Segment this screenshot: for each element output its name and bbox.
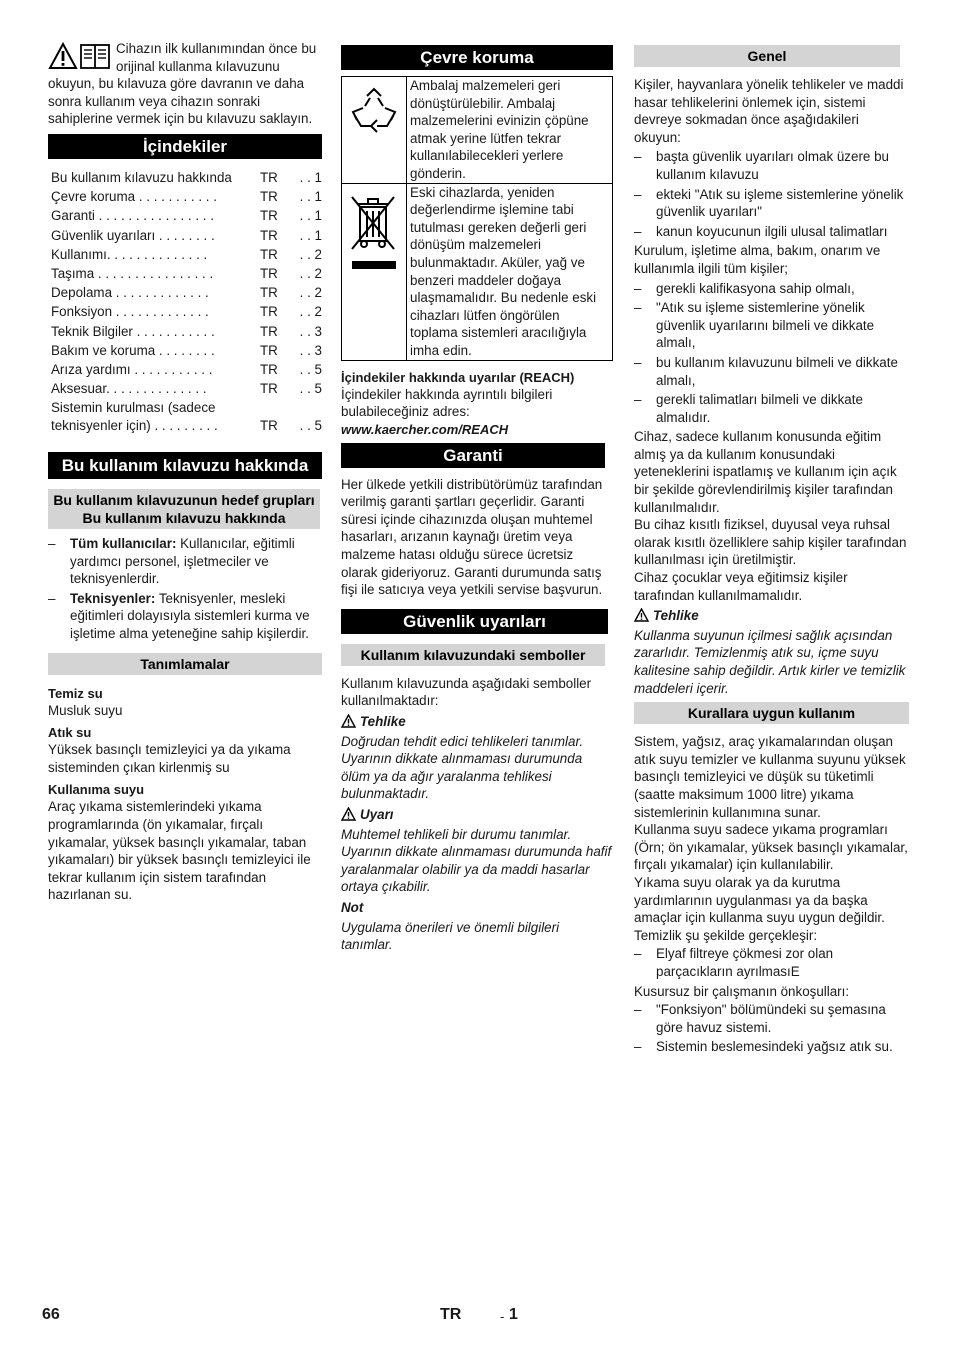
environment-row-recycle xyxy=(342,77,613,184)
read-item: – başta güvenlik uyarıları olmak üzere bu kullanım kılavuzu xyxy=(634,148,909,183)
person-requirement-item: – bu kullanım kılavuzunu bilmeli ve dikkate almalı, xyxy=(634,354,909,389)
definition-term: Atık su xyxy=(48,725,92,741)
toc-page: . . 5 xyxy=(299,381,322,397)
toc-lang: TR xyxy=(260,417,278,433)
toc-page: . . 1 xyxy=(299,189,322,205)
environment-table xyxy=(341,76,613,361)
toc-lang: TR xyxy=(260,227,278,243)
prerequisite-item: – Sistemin beslemesindeki yağsız atık su. xyxy=(634,1038,909,1056)
toc-label[interactable]: Güvenlik uyarıları . . . . . . . . xyxy=(51,227,215,243)
general-title: Genel xyxy=(634,45,900,67)
recycle-icon xyxy=(347,84,401,138)
prerequisite-item: – "Fonksiyon" bölümündeki su şemasına göre havuz sistemi. xyxy=(634,1001,909,1036)
toc-page: . . 2 xyxy=(299,304,322,320)
reach-text: İçindekiler hakkında ayrıntılı bilgileri bulabileceğiniz adres: xyxy=(341,386,553,420)
toc-row[interactable] xyxy=(48,303,322,322)
person-requirement-item: – gerekli talimatları bilmeli ve dikkate almalıdır. xyxy=(634,391,909,426)
general-para-3: Cihaz çocuklar veya eğitimsiz kişiler tarafından kullanılmamalıdır. xyxy=(634,570,848,603)
toc-page: . . 3 xyxy=(299,342,322,358)
toc-row[interactable] xyxy=(48,227,322,246)
environment-row-disposal xyxy=(342,183,613,360)
warranty-text: Her ülkede yetkili distribütörümüz tarafından verilmiş garanti şartları geçerlidir. Garanti süresi içinde cihazınızda oluşan muhtemel hasarları, arızanın kaynağı üretim veya malzeme hatası olduğu sürece ücretsiz olarak gideriyoruz. Garanti durumunda satış fişi ile satıcıya veya yetkili servise başvurun. xyxy=(341,476,603,598)
target-group-desc: Kullanıcılar, eğitimli yardımcı personel, işletmeciler ve teknisyenlerdir. xyxy=(70,536,295,587)
toc-label[interactable]: Teknik Bilgiler . . . . . . . . . . . xyxy=(51,323,215,339)
cleaning-item: – Elyaf filtreye çökmesi zor olan parçacıkların ayrılmasıE xyxy=(634,945,909,980)
environment-title: Çevre koruma xyxy=(341,45,613,70)
toc-row[interactable] xyxy=(48,188,322,207)
prerequisites-list xyxy=(634,1001,909,1056)
general-para-2: Bu cihaz kısıtlı fiziksel, duyusal veya ruhsal olarak kısıtlı özelliklere sahip kişiler tarafından kullanılması için üretilmiştir. xyxy=(634,517,907,568)
danger-label: Tehlike xyxy=(341,713,613,731)
definition-term: Temiz su xyxy=(48,685,103,701)
toc-title: İçindekiler xyxy=(48,134,322,159)
read-item: – ekteki "Atık su işleme sistemlerine yönelik güvenlik uyarıları" xyxy=(634,186,909,221)
target-groups-title: Bu kullanım kılavuzunun hedef grupları xyxy=(53,492,315,509)
warning-triangle-icon xyxy=(341,807,356,821)
reach-title: İçindekiler hakkında uyarılar (REACH) xyxy=(341,369,575,385)
toc-label[interactable]: Bakım ve koruma . . . . . . . . xyxy=(51,342,215,358)
footer-section-page: 1 xyxy=(509,1306,518,1323)
general-intro: Kişiler, hayvanlara yönelik tehlikeler ve maddi hasar tehlikelerini önlemek için, sistemi devreye sokmadan önce aşağıdakileri okuyun: xyxy=(634,77,904,145)
toc-row[interactable] xyxy=(48,169,322,188)
note-text: Uygulama önerileri ve önemli bilgileri tanımlar. xyxy=(341,919,560,953)
toc-label[interactable]: Fonksiyon . . . . . . . . . . . . . xyxy=(51,304,209,320)
toc-page: . . 5 xyxy=(299,417,322,433)
page-number: 66 xyxy=(42,1306,60,1323)
crossed-bin-icon xyxy=(348,191,400,275)
general-danger-label: Tehlike xyxy=(634,607,909,625)
toc-page: . . 1 xyxy=(299,169,322,185)
warning-label: Uyarı xyxy=(341,806,613,824)
target-groups-heading xyxy=(48,489,320,529)
toc-page: . . 5 xyxy=(299,362,322,377)
safety-title: Güvenlik uyarıları xyxy=(341,609,608,634)
environment-text-recycle: Ambalaj malzemeleri geri dönüştürülebilir. Ambalaj malzemelerini evinizin çöpüne atmak yerine lütfen tekrar kullanılabilecekleri yerlere gönderin. xyxy=(407,77,613,184)
target-group-desc: Teknisyenler, mesleki eğitimleri dolayısıyla sistemleri kurma ve işletime alma yeteneğine sahip kişilerdir. xyxy=(70,590,310,641)
warranty-title: Garanti xyxy=(341,443,605,468)
toc-row[interactable] xyxy=(48,207,322,226)
toc-label[interactable]: Aksesuar. . . . . . . . . . . . . . xyxy=(51,381,207,397)
toc-lang: TR xyxy=(260,169,278,185)
toc-page: . . 2 xyxy=(299,285,322,301)
cleaning-intro: Temizlik şu şekilde gerçekleşir: xyxy=(634,927,818,943)
target-groups-subtitle: Bu kullanım kılavuzu hakkında xyxy=(82,510,286,527)
toc-page: . . 3 xyxy=(299,323,322,339)
toc-lang: TR xyxy=(260,189,278,205)
toc-lang: TR xyxy=(260,342,278,358)
intro-text: Cihazın ilk kullanımından önce bu orijinal kullanma kılavuzunu okuyun, bu kılavuza göre davranın ve daha sonra kullanım veya cihazın sonraki sahiplerine vermek için bu kılavuzu saklayın. xyxy=(48,41,317,127)
toc-label[interactable]: Depolama . . . . . . . . . . . . . xyxy=(51,285,209,301)
toc-label[interactable]: Sistemin kurulması (sadece teknisyenler için) . . . . . . . . . xyxy=(51,400,218,433)
general-para-1: Cihaz, sadece kullanım konusunda eğitim almış ya da kullanım konusundaki yeteneklerini ispatlamış ve kullanım için açık bir şekilde görevlendirilmiş kişiler tarafından kullanılmalıdır. xyxy=(634,429,897,515)
toc-page: . . 2 xyxy=(299,246,322,262)
definition-desc: Yüksek basınçlı temizleyici ya da yıkama sisteminden çıkan kirlenmiş su xyxy=(48,742,291,775)
column-left xyxy=(48,40,322,904)
target-groups-list xyxy=(48,535,322,643)
toc-lang: TR xyxy=(260,323,278,339)
toc-lang: TR xyxy=(260,362,278,377)
symbols-title: Kullanım kılavuzundaki semboller xyxy=(341,644,605,666)
intro-block xyxy=(48,40,322,128)
person-requirement-item: – gerekli kalifikasyona sahip olmalı, xyxy=(634,280,909,298)
persons-intro: Kurulum, işletime alma, bakım, onarım ve kullanımla ilgili tüm kişiler; xyxy=(634,243,881,276)
toc-label[interactable]: Garanti . . . . . . . . . . . . . . . . xyxy=(51,208,214,224)
toc-lang: TR xyxy=(260,381,278,397)
target-group-item xyxy=(48,590,322,643)
symbols-intro: Kullanım kılavuzunda aşağıdaki semboller kullanılmaktadır: xyxy=(341,675,592,709)
column-right xyxy=(634,40,909,1056)
toc-page: . . 2 xyxy=(299,265,322,281)
toc-row[interactable] xyxy=(48,265,322,284)
target-group-item xyxy=(48,535,322,588)
general-read-list xyxy=(634,148,909,240)
warning-text: Muhtemel tehlikeli bir durumu tanımlar. Uyarının dikkate alınmaması durumunda hafif yaralanmalar olabilir ya da maddi hasarlar ortaya çıkabilir. xyxy=(341,826,612,895)
note-label: Not xyxy=(341,899,364,915)
warning-triangle-icon xyxy=(341,714,356,728)
toc-page: . . 1 xyxy=(299,208,322,224)
toc-row[interactable] xyxy=(48,323,322,342)
toc-row[interactable] xyxy=(48,380,322,399)
intended-use-para-2: Kullanma suyu sadece yıkama programları (Örn; ön yıkamalar, yüksek basınçlı yıkamalar, fırçalı yıkamalar) için kullanılabilir. xyxy=(634,822,908,873)
intended-use-para-1: Sistem, yağsız, araç yıkamalarından oluşan atık suyu temizler ve kullanma suyunu yüksek basınçlı temizleyici ve düşük su tüketimli (saatte maksimum 1000 litre) yıkama sistemlerinin kullanımına sunar. xyxy=(634,734,906,820)
read-item: – kanun koyucunun ilgili ulusal talimatları xyxy=(634,223,909,241)
toc-label[interactable]: Taşıma . . . . . . . . . . . . . . . . xyxy=(51,265,214,281)
toc-label[interactable]: Arıza yardımı . . . . . . . . . . . xyxy=(51,362,213,377)
definition-desc: Musluk suyu xyxy=(48,702,123,718)
persons-list xyxy=(634,280,909,427)
open-book-icon xyxy=(80,42,110,70)
warning-triangle-icon xyxy=(634,608,649,622)
reach-url[interactable]: www.kaercher.com/REACH xyxy=(341,421,509,437)
cleaning-list xyxy=(634,945,909,980)
definition-term: Kullanıma suyu xyxy=(48,782,145,798)
general-danger-text: Kullanma suyunun içilmesi sağlık açısından zararlıdır. Temizlenmiş atık su, içme suyu kalitesine sahip değildir. Artık kirler ve temizlik maddeleri içerir. xyxy=(634,627,906,696)
prereq-intro: Kusursuz bir çalışmanın önkoşulları: xyxy=(634,983,850,999)
definitions-list xyxy=(48,685,322,904)
toc-lang: TR xyxy=(260,265,278,281)
toc-row[interactable] xyxy=(48,399,322,436)
about-title: Bu kullanım kılavuzu hakkında xyxy=(48,452,322,479)
toc-label[interactable]: Kullanımı. . . . . . . . . . . . . . xyxy=(51,246,208,262)
definitions-title: Tanımlamalar xyxy=(48,653,322,675)
toc-row[interactable] xyxy=(48,246,322,265)
target-group-name: Tüm kullanıcılar: xyxy=(70,536,177,552)
intro-icons xyxy=(48,40,112,68)
danger-text: Doğrudan tehdit edici tehlikeleri tanımlar. Uyarının dikkate alınmaması durumunda ölüm ya da ağır yaralanma tehlikesi bulunmaktadır. xyxy=(341,733,584,802)
toc-row[interactable] xyxy=(48,284,322,303)
definition-desc: Araç yıkama sistemlerindeki yıkama programlarında (ön yıkamalar, fırçalı yıkamalar, yüksek basınçlı yıkamalar, taban yıkamaları) bir yüksek basınçlı temizleyici ile tekrar kullanım için sistem tarafından hazırlanan su. xyxy=(48,799,311,903)
toc-lang: TR xyxy=(260,246,278,262)
warning-triangle-icon xyxy=(48,42,78,70)
toc-row[interactable] xyxy=(48,361,322,380)
column-middle xyxy=(341,40,613,954)
toc-label[interactable]: Bu kullanım kılavuzu hakkında xyxy=(51,169,232,185)
intended-use-para-3: Yıkama suyu olarak ya da kurutma yardımlarının uygulanması ya da başka amaçlar için kullanma suyu uygun değildir. xyxy=(634,874,885,926)
target-group-name: Teknisyenler: xyxy=(70,590,156,606)
toc-page: . . 1 xyxy=(299,227,322,243)
toc-label[interactable]: Çevre koruma . . . . . . . . . . . xyxy=(51,189,217,205)
environment-text-disposal: Eski cihazlarda, yeniden değerlendirme işlemine tabi tutulması gereken değerli geri dönüşüm malzemeleri bulunmaktadır. Aküler, yağ ve benzeri maddeler doğaya ulaşmamalıdır. Bu nedenle eski cihazları lütfen öngörülen toplama sistemleri aracılığıyla imha edin. xyxy=(407,183,613,360)
table-of-contents xyxy=(48,169,322,436)
footer-lang: TR xyxy=(440,1306,462,1323)
footer-separator: - xyxy=(500,1309,505,1324)
intended-use-title: Kurallara uygun kullanım xyxy=(634,702,909,724)
toc-lang: TR xyxy=(260,208,278,224)
person-requirement-item: – "Atık su işleme sistemlerine yönelik güvenlik uyarılarını bilmeli ve dikkate almalı, xyxy=(634,299,909,352)
toc-lang: TR xyxy=(260,285,278,301)
toc-lang: TR xyxy=(260,304,278,320)
toc-row[interactable] xyxy=(48,342,322,361)
